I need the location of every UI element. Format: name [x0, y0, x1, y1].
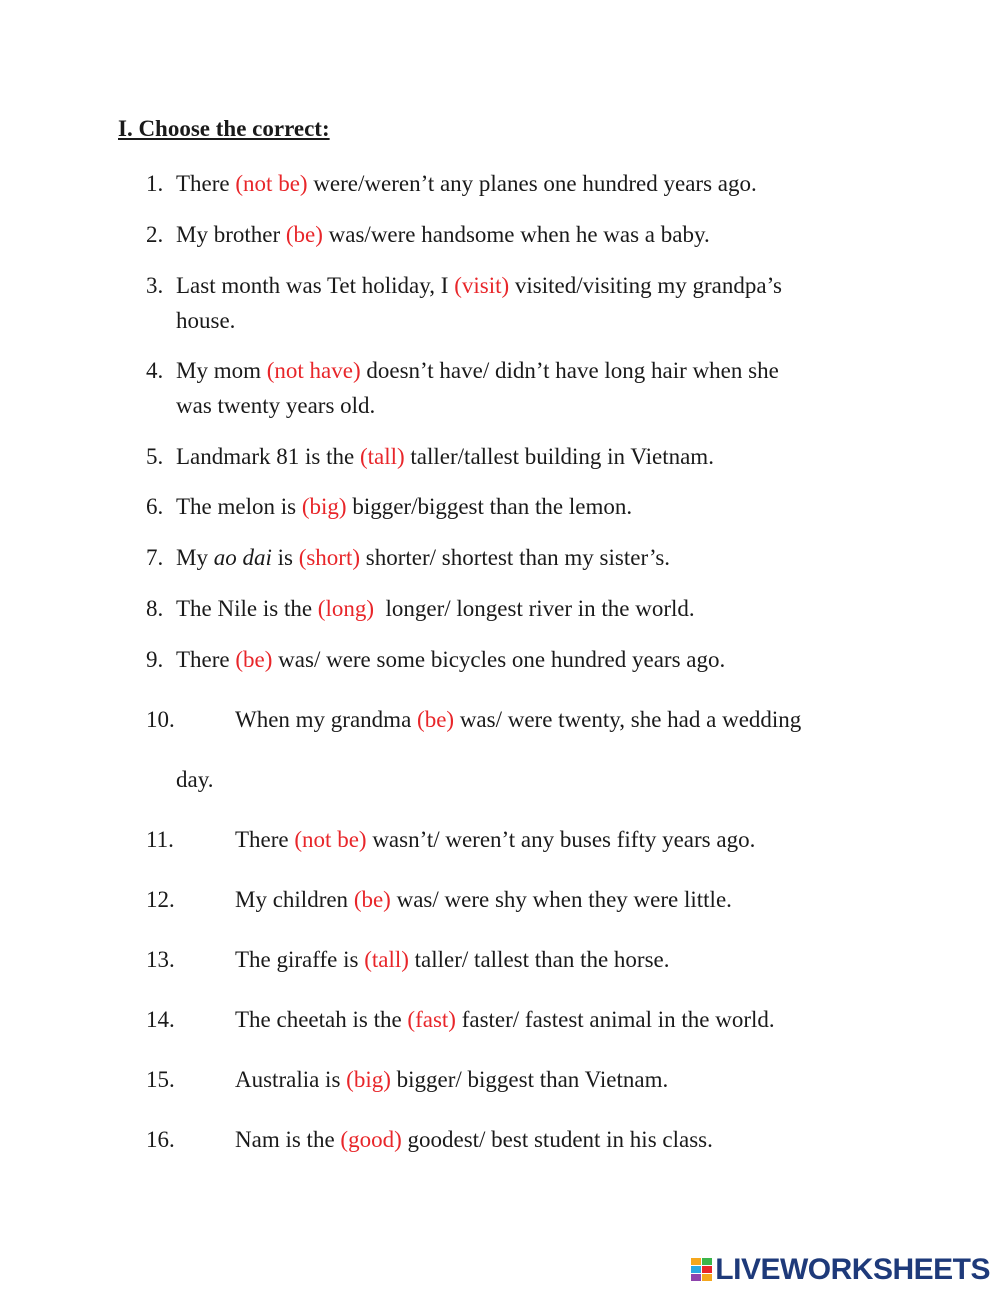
- liveworksheets-logo: [691, 1250, 990, 1290]
- verb-hint: (be): [353, 887, 391, 912]
- italic-term: ao dai: [213, 545, 272, 570]
- verb-hint: (short): [298, 545, 361, 570]
- verb-hint: (good): [340, 1127, 402, 1152]
- verb-hint: (not have): [266, 358, 361, 383]
- item-continuation: house.: [176, 308, 236, 333]
- item-number: 10.: [146, 707, 175, 732]
- item-continuation: day.: [176, 767, 214, 792]
- verb-hint: (tall): [364, 947, 409, 972]
- item-text: My mom (not have) doesn’t have/ didn’t have long hair when she: [176, 358, 779, 383]
- verb-hint: (be): [417, 707, 455, 732]
- item-text: There (be) was/ were some bicycles one hundred years ago.: [176, 647, 726, 672]
- verb-hint: (be): [235, 647, 273, 672]
- item-continuation: was twenty years old.: [176, 393, 376, 418]
- verb-hint: (fast): [407, 1007, 456, 1032]
- item-text: The melon is (big) bigger/biggest than the lemon.: [176, 494, 633, 519]
- item-number: 15.: [146, 1067, 175, 1092]
- item-number: 2.: [146, 222, 164, 247]
- item-number: 5.: [146, 444, 164, 469]
- item-number: 13.: [146, 947, 175, 972]
- verb-hint: (tall): [359, 444, 405, 469]
- item-number: 8.: [146, 596, 164, 621]
- verb-hint: (visit): [454, 273, 510, 298]
- verb-hint: (long): [317, 596, 375, 621]
- item-text: When my grandma (be) was/ were twenty, she had a wedding: [235, 707, 802, 732]
- item-number: 1.: [146, 171, 164, 196]
- item-text: The giraffe is (tall) taller/ tallest than the horse.: [235, 947, 670, 972]
- verb-hint: (big): [301, 494, 347, 519]
- item-text: The cheetah is the (fast) faster/ fastest animal in the world.: [235, 1007, 775, 1032]
- item-text: My children (be) was/ were shy when they were little.: [235, 887, 732, 912]
- item-text: My brother (be) was/were handsome when he was a baby.: [176, 222, 710, 247]
- item-number: 14.: [146, 1007, 175, 1032]
- verb-hint: (big): [346, 1067, 391, 1092]
- item-text: Last month was Tet holiday, I (visit) visited/visiting my grandpa’s: [176, 273, 782, 298]
- item-text: Australia is (big) bigger/ biggest than Vietnam.: [235, 1067, 669, 1092]
- item-text: My ao dai is (short) shorter/ shortest than my sister’s.: [176, 545, 671, 570]
- item-text: Nam is the (good) goodest/ best student in his class.: [235, 1127, 713, 1152]
- section-heading: I. Choose the correct:: [118, 116, 330, 141]
- item-text: There (not be) wasn’t/ weren’t any buses fifty years ago.: [235, 827, 756, 852]
- item-number: 11.: [146, 827, 174, 852]
- item-number: 9.: [146, 647, 164, 672]
- logo-text: LIVEWORKSHEETS: [715, 1253, 990, 1286]
- liveworksheets-mark-icon: [691, 1254, 713, 1286]
- item-number: 7.: [146, 545, 164, 570]
- item-number: 16.: [146, 1127, 175, 1152]
- item-text: The Nile is the (long) longer/ longest river in the world.: [176, 596, 695, 621]
- verb-hint: (not be): [294, 827, 367, 852]
- item-number: 3.: [146, 273, 164, 298]
- item-text: There (not be) were/weren’t any planes one hundred years ago.: [176, 171, 757, 196]
- verb-hint: (be): [285, 222, 323, 247]
- verb-hint: (not be): [235, 171, 308, 196]
- item-text: Landmark 81 is the (tall) taller/tallest building in Vietnam.: [176, 444, 714, 469]
- item-number: 4.: [146, 358, 164, 383]
- item-number: 6.: [146, 494, 164, 519]
- item-number: 12.: [146, 887, 175, 912]
